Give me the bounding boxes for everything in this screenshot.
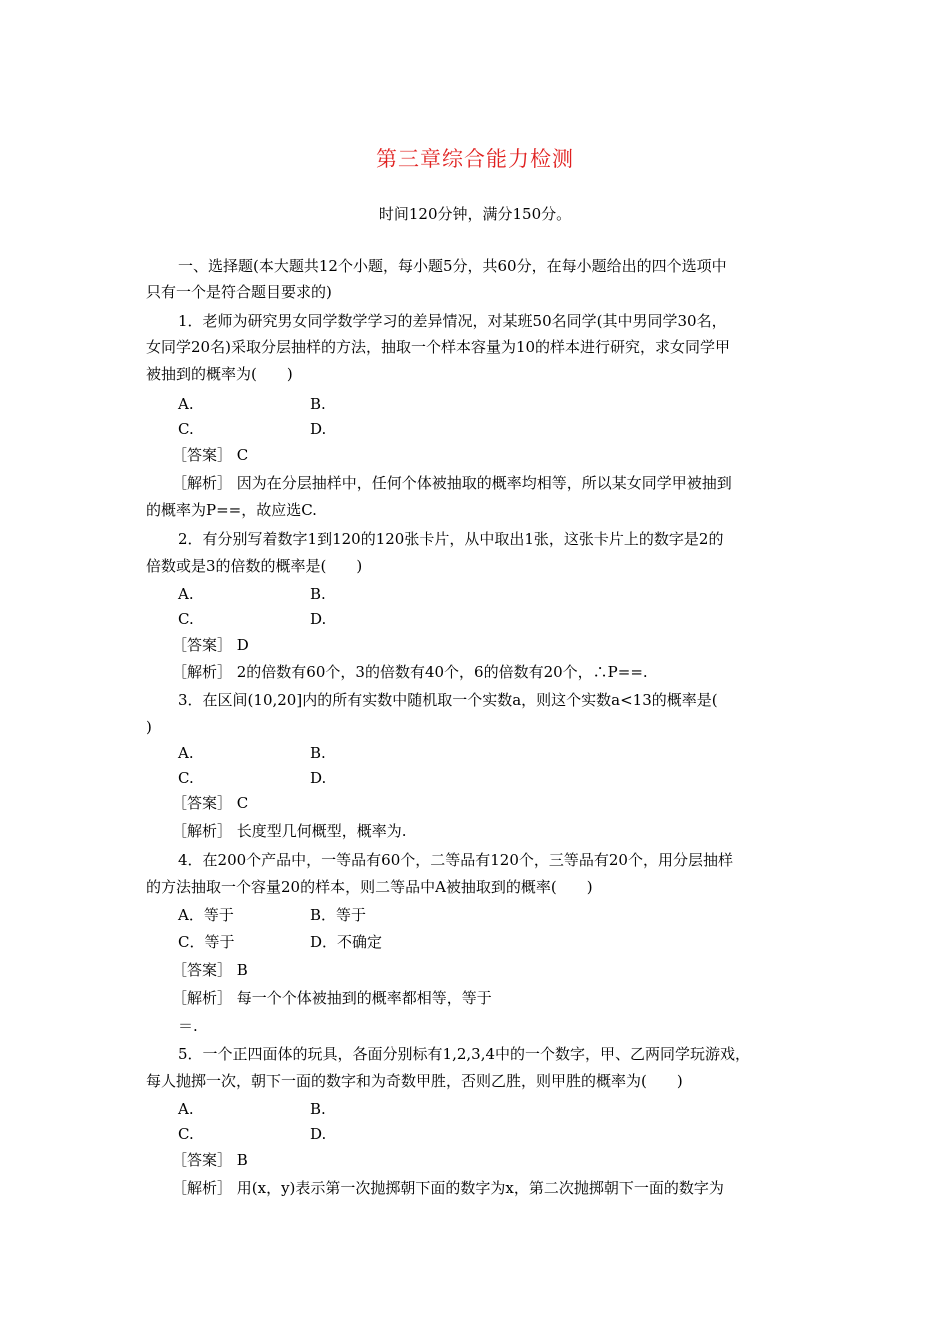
- page-title: 第三章综合能力检测: [376, 147, 574, 171]
- q5-stem-line-2: 每人抛掷一次，朝下一面的数字和为奇数甲胜，否则乙胜，则甲胜的概率为( ): [146, 1072, 683, 1090]
- q3-stem-line-1: 3．在区间(10,20]内的所有实数中随机取一个实数a，则这个实数a<13的概率是(: [178, 691, 718, 709]
- q2-option-c: C.: [178, 610, 194, 628]
- q4-option-b: B．等于: [310, 906, 367, 924]
- q4-stem-line-1: 4．在200个产品中，一等品有60个，二等品有120个，三等品有20个，用分层抽样: [178, 851, 733, 869]
- q3-option-b: B.: [310, 744, 326, 762]
- q1-stem-line-1: 1．老师为研究男女同学数学学习的差异情况，对某班50名同学(其中男同学30名，: [178, 312, 727, 330]
- q2-option-b: B.: [310, 585, 326, 603]
- q2-stem-line-1: 2．有分别写着数字1到120的120张卡片，从中取出1张，这张卡片上的数字是2的: [178, 530, 724, 548]
- q1-stem-line-2: 女同学20名)采取分层抽样的方法，抽取一个样本容量为10的样本进行研究，求女同学甲: [146, 338, 731, 356]
- q2-option-d: D.: [310, 610, 327, 628]
- section-header-line-2: 只有一个是符合题目要求的): [146, 283, 332, 301]
- q5-option-d: D.: [310, 1125, 327, 1143]
- q4-option-d: D．不确定: [310, 933, 383, 951]
- q5-answer: ［答案］ B: [172, 1151, 248, 1169]
- q2-option-a: A.: [178, 585, 194, 603]
- q1-stem-line-3: 被抽到的概率为( ): [146, 365, 293, 383]
- q3-answer: ［答案］ C: [172, 794, 249, 812]
- q1-option-a: A.: [178, 395, 194, 413]
- q4-analysis-line-2: ＝.: [178, 1017, 198, 1035]
- q5-option-c: C.: [178, 1125, 194, 1143]
- q4-analysis-line-1: ［解析］ 每一个个体被抽到的概率都相等，等于: [172, 989, 492, 1007]
- q4-answer: ［答案］ B: [172, 961, 248, 979]
- q1-option-c: C.: [178, 420, 194, 438]
- q3-stem-line-2: ): [146, 718, 152, 736]
- q5-stem-line-1: 5．一个正四面体的玩具，各面分别标有1,2,3,4中的一个数字，甲、乙两同学玩游戏，: [178, 1045, 751, 1063]
- q1-analysis-line-1: ［解析］ 因为在分层抽样中，任何个体被抽取的概率均相等，所以某女同学甲被抽到: [172, 474, 732, 492]
- q5-option-a: A.: [178, 1100, 194, 1118]
- q5-analysis-line-1: ［解析］ 用(x，y)表示第一次抛掷朝下面的数字为x，第二次抛掷朝下一面的数字为: [172, 1179, 724, 1197]
- page-subtitle: 时间120分钟，满分150分。: [378, 205, 572, 223]
- q5-option-b: B.: [310, 1100, 326, 1118]
- q3-option-d: D.: [310, 769, 327, 787]
- q1-answer: ［答案］ C: [172, 446, 249, 464]
- section-header-line-1: 一、选择题(本大题共12个小题，每小题5分，共60分，在每小题给出的四个选项中: [178, 257, 727, 275]
- q1-analysis-line-2: 的概率为P==，故应选C.: [146, 501, 317, 519]
- q1-option-d: D.: [310, 420, 327, 438]
- q2-answer: ［答案］ D: [172, 636, 249, 654]
- q3-option-a: A.: [178, 744, 194, 762]
- q4-option-a: A．等于: [178, 906, 234, 924]
- q2-stem-line-2: 倍数或是3的倍数的概率是( ): [146, 557, 363, 575]
- q4-stem-line-2: 的方法抽取一个容量20的样本，则二等品中A被抽取到的概率( ): [146, 878, 593, 896]
- q1-option-b: B.: [310, 395, 326, 413]
- q2-analysis-line-1: ［解析］ 2的倍数有60个，3的倍数有40个，6的倍数有20个，∴P==.: [172, 663, 648, 681]
- q3-analysis-line-1: ［解析］ 长度型几何概型，概率为.: [172, 822, 407, 840]
- q4-option-c: C．等于: [178, 933, 235, 951]
- q3-option-c: C.: [178, 769, 194, 787]
